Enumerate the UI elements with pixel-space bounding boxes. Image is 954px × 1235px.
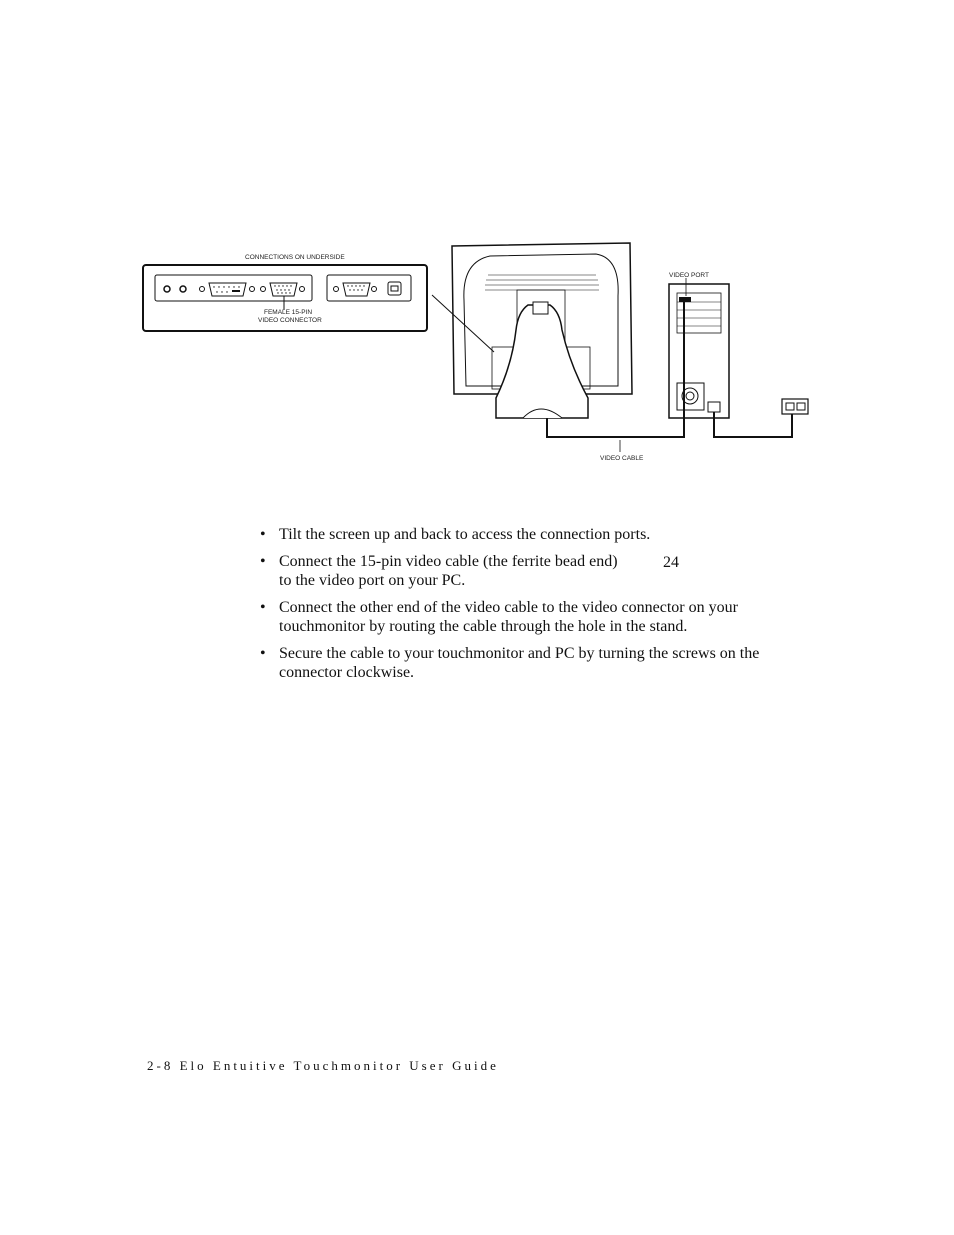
pc-tower [669, 278, 729, 418]
instruction-text: Tilt the screen up and back to access the connection ports. [279, 526, 651, 543]
video-cable-label: VIDEO CABLE [600, 455, 644, 462]
instruction-text-continued: connector clockwise. [279, 664, 415, 681]
connector-label-line2: VIDEO CONNECTOR [258, 317, 322, 324]
connection-diagram [0, 0, 954, 500]
connections-on-underside-label: CONNECTIONS ON UNDERSIDE [245, 254, 345, 261]
instruction-text: Secure the cable to your touchmonitor and PC by turning the screws on the [279, 645, 760, 662]
video-port-label: VIDEO PORT [669, 272, 709, 279]
page-footer: 2-8 Elo Entuitive Touchmonitor User Guide [147, 1058, 499, 1073]
bullet-symbol: • [260, 526, 266, 543]
instruction-item [258, 598, 818, 636]
instruction-item [258, 525, 818, 544]
instruction-item [258, 552, 818, 590]
instruction-list [258, 525, 818, 690]
video-port [679, 297, 691, 302]
connector-label-line1: FEMALE 15-PIN [264, 309, 313, 316]
instruction-item [258, 644, 818, 682]
instruction-text-continued: touchmonitor by routing the cable through the hole in the stand. [279, 618, 688, 635]
page-number: 24 [663, 554, 679, 571]
connection-diagram-drawing [0, 0, 954, 500]
power-cable [714, 412, 792, 437]
instruction-text: Connect the other end of the video cable to the video connector on your [279, 599, 738, 616]
instruction-text-continued: to the video port on your PC. [279, 572, 466, 589]
bullet-symbol: • [260, 553, 266, 570]
monitor-rear-view [452, 243, 632, 418]
female-15-pin-connector [270, 283, 297, 296]
bullet-symbol: • [260, 645, 266, 662]
bullet-symbol: • [260, 599, 266, 616]
instruction-text: Connect the 15-pin video cable (the ferrite bead end) [279, 553, 618, 570]
power-outlet [782, 399, 808, 414]
